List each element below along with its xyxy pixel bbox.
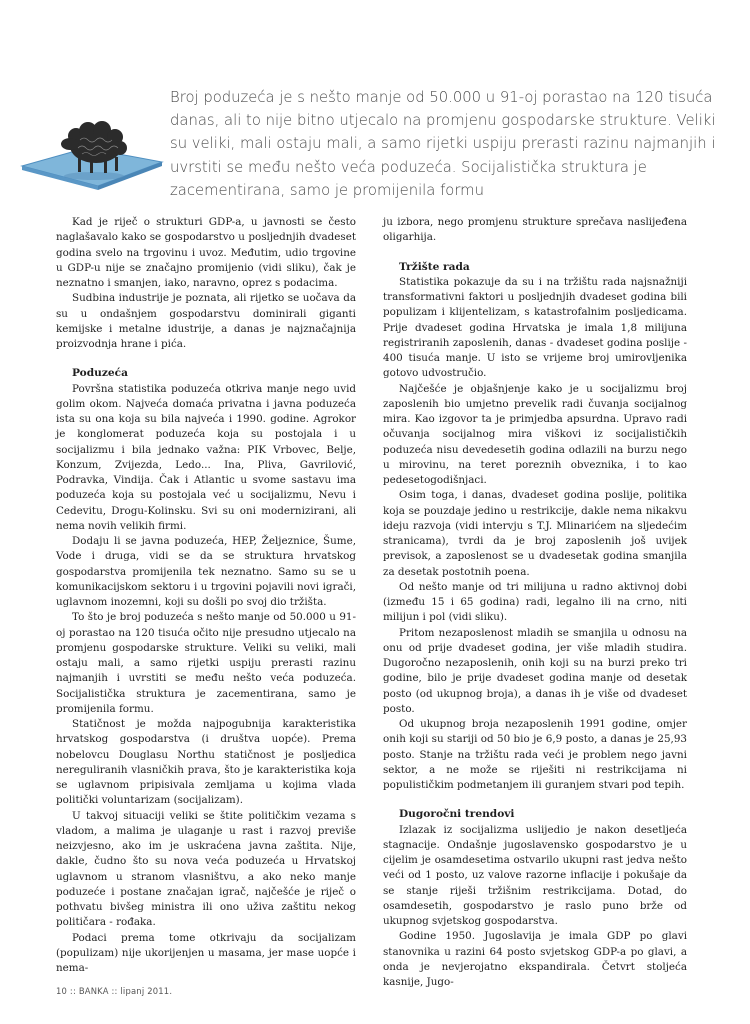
body-paragraph: Godine 1950. Jugoslavija je imala GDP po glavi stanovnika u razini 64 posto svjetskog GDP-a po glavi, a onda je nevjerojatno ekspandirala. Četvrt stoljeća kasnije, Jugo- <box>383 930 687 988</box>
intro-paragraph: Kad je riječ o strukturi GDP-a, u javnosti se često naglašavalo kako se gospodarstvo u posljednjih dvadeset godina svelo na trgovinu i uvoz. Međutim, udio trgovine u GDP-u nije se značajno promijenio (vidi sliku), čak je neznatno i smanjen, iako, naravno, oprez s podacima. <box>56 216 356 289</box>
body-paragraph: Od nešto manje od tri milijuna u radno aktivnoj dobi (između 15 i 65 godina) radi, legalno ili na crno, niti milijun i pol (vidi sliku). <box>383 580 687 624</box>
sheep-illustration <box>16 104 166 200</box>
left-column <box>56 215 356 976</box>
body-paragraph: Dodaju li se javna poduzeća, HEP, Željeznice, Šume, Vode i druga, vidi se da se struktura hrvatskog gospodarstva promijenila tek neznatno. Samo su se u komunikacijskom sektoru i u trgovini pojavili novi igrači, uglavnom inozemni, koji su došli po svoj dio tržišta. <box>56 535 356 608</box>
body-paragraph: Izlazak iz socijalizma uslijedio je nakon desetljeća stagnacije. Ondašnje jugoslavensko gospodarstvo je u cijelim je osamdesetima ostvarilo ukupni rast jedva nešto veći od 1 posto, uz valove razorne inflacije i pokušaje da se stanje riješi tržišnim restrikcijama. Dotad, do osamdesetih, gospodarstvo je raslo puno brže od ukupnog svjetskog gospodarstva. <box>383 823 687 927</box>
page-footer: 10 :: BANKA :: lipanj 2011. <box>56 986 173 996</box>
body-paragraph: Najčešće je objašnjenje kako je u socijalizmu broj zaposlenih bio umjetno prevelik radi čuvanja socijalnog mira. Kao izgovor ta je primjedba apsurdna. Upravo radi očuvanja socijalnog mira viškovi iz socijalističkih poduzeća nisu devedesetih godina odlazili na burzu nego u mirovinu, na teret poreznih obveznika, i to kao pedesetogodišnjaci. <box>383 382 687 486</box>
continuation-paragraph: ju izbora, nego promjenu strukture sprečava naslijeđena oligarhija. <box>383 216 687 244</box>
body-paragraph: Statistika pokazuje da su i na tržištu rada najsnažniji transformativni faktori u posljednjih dvadeset godina bili populizam i klijentelizam, s katastrofalnim posljedicama. Prije dvadeset godina Hrvatska je imala 1,8 milijuna registriranih zaposlenih, danas - dvadeset godina poslije - 400 tisuća manje. U isto se vrijeme broj umirovljenika gotovo udvostručio. <box>383 275 687 380</box>
section-heading-trziste-rada: Tržište rada <box>399 260 470 273</box>
body-paragraph: U takvoj situaciji veliki se štite političkim vezama s vladom, a malima je ulaganje u rast i razvoj previše neizvjesno, ako im je uskraćena javna zaštita. Nije, dakle, čudno što su nova veća poduzeća u Hrvatskoj uglavnom u stranom vlasništvu, a ako neko manje poduzeće i postane značajan igrač, najčešće je riječ o pothvatu bivšeg ministra ili ono uživa zaštitu nekog političara - rođaka. <box>56 809 356 929</box>
body-paragraph: Osim toga, i danas, dvadeset godina poslije, politika koja se pouzdaje jedino u restrikcije, dakle nema nikakvu ideju razvoja (vidi intervju s T.J. Mlinarićem na sljedećim stranicama), tvrdi da je broj zaposlenih još uvijek previsok, a zaposlenost se u dvadesetak godina smanjila za desetak postotnih poena. <box>383 489 687 578</box>
right-column <box>383 215 687 990</box>
section-heading-dugorocni-trendovi: Dugoročni trendovi <box>399 808 515 821</box>
body-paragraph: Površna statistika poduzeća otkriva manje nego uvid golim okom. Najveća domaća privatna i javna poduzeća ista su ona koja su bila najveća i 1990. godine. Agrokor je konglomerat poduzeća koja su postojala i u socijalizmu i bila jednako važna: PIK Vrbovec, Belje, Konzum, Zvijezda, Ledo... Ina, Pliva, Gavrilović, Podravka, Vindija. Čak i Atlantic u svome sastavu ima poduzeća koja su postojala već u socijalizmu, Nevu i Cedevitu, Drogu-Kolinsku. Svi su oni modernizirani, ali nema novih velikih firmi. <box>56 382 356 532</box>
body-paragraph: Podaci prema tome otkrivaju da socijalizam (populizam) nije ukorijenjen u masama, jer mase uopće i nema- <box>56 931 356 974</box>
section-heading-poduzeca: Poduzeća <box>72 367 128 380</box>
body-paragraph: Pritom nezaposlenost mladih se smanjila u odnosu na onu od prije dvadeset godina, jer više mladih studira. Dugoročno nezaposlenih, onih koji su na burzi preko tri godine, bilo je prije dvadeset godina manje od desetak posto (od ukupnog broja), a danas ih je više od dvadeset posto. <box>383 626 687 715</box>
pull-quote: Broj poduzeća je s nešto manje od 50.000 u 91-oj porastao na 120 tisuća danas, ali to nije bitno utjecalo na promjenu gospodarske strukture. Veliki su veliki, mali ostaju mali, a samo rijetki uspiju prerasti razinu najmanjih i uvrstiti se među nešto veća poduzeća. Socijalistička struktura je zacementirana, samo je promijenila formu <box>170 89 716 199</box>
body-paragraph: Statičnost je možda najpogubnija karakteristika hrvatskog gospodarstva (i društva uopće). Prema nobelovcu Douglasu Northu statičnost je posljedica nereguliranih vlasničkih prava, što je karakteristika koja se uglavnom pripisivala zemljama u kojima vlada politički voluntarizam (socijalizam). <box>56 718 356 807</box>
body-paragraph: To što je broj poduzeća s nešto manje od 50.000 u 91-oj porastao na 120 tisuća očito nije presudno utjecalo na promjenu gospodarske strukture. Veliki su veliki, mali ostaju mali, a samo rijetki uspiju prerasti razinu najmanjih i uvrstiti se među nešto veća poduzeća. Socijalistička struktura je zacementirana, samo je promijenila formu. <box>56 611 356 715</box>
intro-paragraph: Sudbina industrije je poznata, ali rijetko se uočava da su u ondašnjem gospodarstvu dominirali giganti kemijske i metalne idustrije, a danas je najznačajnija proizvodnja hrane i pića. <box>56 292 356 350</box>
body-paragraph: Od ukupnog broja nezaposlenih 1991 godine, omjer onih koji su stariji od 50 bio je 6,9 posto, a danas je 25,93 posto. Stanje na tržištu rada veći je problem nego javni sektor, a ne može se riješiti ni restrikcijama ni populističkim podmetanjem ili guranjem stvari pod tepih. <box>383 718 687 791</box>
